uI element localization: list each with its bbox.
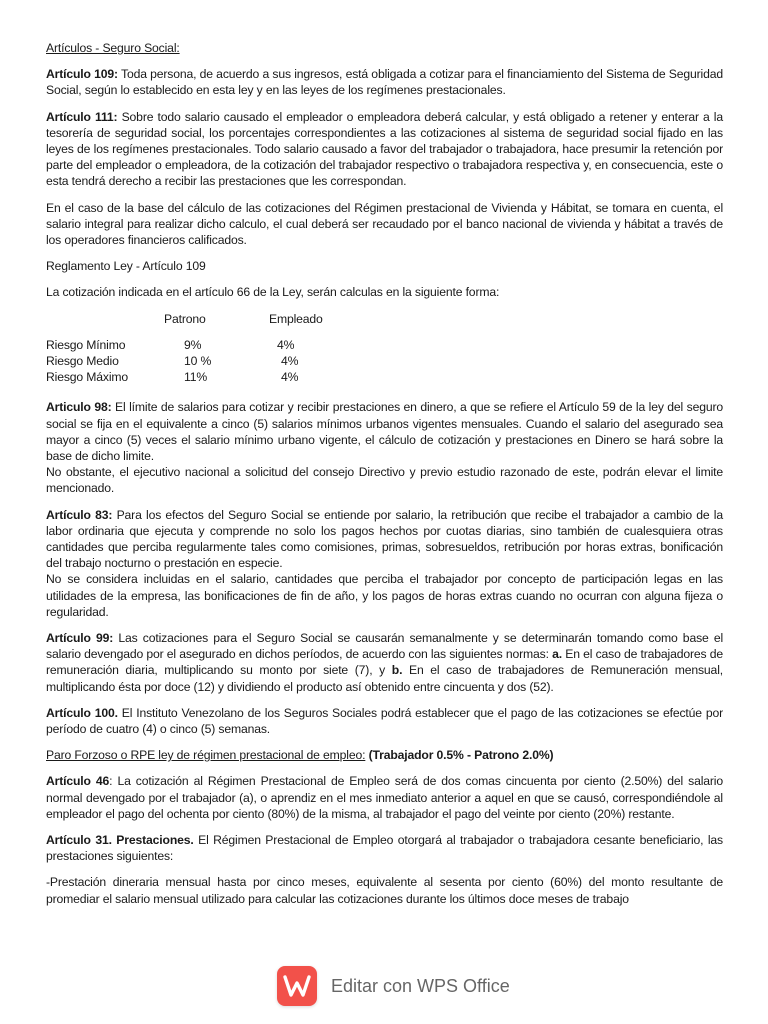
- article-label: Artículo 100.: [46, 705, 118, 720]
- row-label: Riesgo Mínimo: [46, 337, 126, 352]
- row-empleado: 4%: [281, 354, 299, 369]
- article-99: [46, 630, 723, 695]
- article-98: [46, 399, 723, 464]
- article-text: En el caso de trabajadores de Remuneración mensual, multiplicando ésta por doce (12) y dividiendo el producto así obtenido entre cincuenta y dos (52).: [46, 663, 723, 694]
- paro-forzoso-heading: [46, 747, 723, 763]
- article-label: Artículo 111:: [46, 109, 118, 124]
- article-text: El límite de salarios para cotizar y recibir prestaciones en dinero, a que se refiere el Artículo 59 de la ley del seguro social se fija en el equivalente a cinco (5) salarios mínimos urbanos vigentes mensuales. Cuando el salario del asegurado sea mayor a cinco (5) veces el salario mínimo urbano vigente, el cálculo de cotización y prestaciones en Dinero se hará sobre la base de dicho limite.: [46, 400, 723, 463]
- article-text: El Instituto Venezolano de los Seguros Sociales podrá establecer que el pago de las cotizaciones se efectúe por período de cuatro (4) o cinco (5) semanas.: [46, 705, 723, 737]
- row-label: Riesgo Medio: [46, 354, 119, 369]
- article-98-cont: No obstante, el ejecutivo nacional a solicitud del consejo Directivo y previo estudio razonado de este, podrán elevar el limite mencionado.: [46, 465, 723, 496]
- paro-rates: (Trabajador 0.5% - Patrono 2.0%): [365, 748, 554, 763]
- article-label: Artículo 31. Prestaciones.: [46, 833, 194, 848]
- col-patrono: Patrono: [164, 311, 206, 326]
- table-row: [46, 337, 723, 353]
- norm-b-marker: b.: [391, 663, 403, 678]
- article-31: [46, 832, 723, 864]
- article-label: Artículo 99:: [46, 631, 114, 646]
- row-patrono: 9%: [184, 337, 202, 352]
- rates-table: [46, 311, 723, 386]
- row-patrono: 10 %: [184, 354, 212, 369]
- article-label: Artículo 83:: [46, 507, 113, 522]
- section-heading: Artículos - Seguro Social:: [46, 41, 180, 55]
- article-label: Articulo 98:: [46, 400, 112, 415]
- wps-logo-icon: [277, 966, 317, 1006]
- article-83-cont: No se considera incluidas en el salario, cantidades que perciba el trabajador por concepto de participación legas en las utilidades de la empresa, las bonificaciones de fin de año, y los pagos de horas extras cuando no ocurran con alguna fijeza o regularidad.: [46, 572, 723, 619]
- article-text: El Régimen Prestacional de Empleo otorgará al trabajador o trabajadora cesante beneficiario, las prestaciones siguientes:: [46, 833, 723, 864]
- article-label: Artículo 46: [46, 774, 110, 789]
- table-row: [46, 369, 723, 385]
- vivienda-paragraph: En el caso de la base del cálculo de las cotizaciones del Régimen prestacional de Vivienda y Hábitat, se tomara en cuenta, el salario integral para realizar dicho calculo, el cual deberá ser recaudado por el banco nacional de vivienda y hábitat a través de los operadores financieros calificados.: [46, 200, 723, 248]
- article-text: Toda persona, de acuerdo a sus ingresos, está obligada a cotizar para el financiamiento del Sistema de Seguridad Social, según lo establecido en esta ley y en las leyes de los regímenes prestacionales.: [46, 67, 723, 98]
- rates-table-header: [46, 311, 723, 327]
- cotizacion-intro: La cotización indicada en el artículo 66 de la Ley, serán calculas en la siguiente forma:: [46, 285, 500, 300]
- article-label: Artículo 109:: [46, 67, 118, 82]
- row-empleado: 4%: [281, 370, 299, 385]
- col-empleado: Empleado: [269, 311, 323, 326]
- article-text: En el caso de trabajadores de remuneración diaria, multiplicando su monto por siete (7), y: [46, 647, 723, 678]
- article-111: [46, 109, 723, 190]
- norm-a-marker: a.: [552, 647, 562, 662]
- row-patrono: 11%: [184, 370, 208, 385]
- article-text: Sobre todo salario causado el empleador o empleadora deberá calcular, y está obligado a retener y enterar a la tesorería de seguridad social, los porcentajes correspondientes a las cotizaciones al sistema de seguridad social fijado en las leyes de los regímenes prestacionales. Todo salario causado a favor del trabajador o trabajadora, hace presumir la retención por parte del empleador o empleadora, de la cotización del trabajador respectivo o trabajadora respectiva y, en consecuencia, este o esta tendrá derecho a recibir las prestaciones que les correspondan.: [46, 109, 723, 189]
- prestacion-item: -Prestación dineraria mensual hasta por cinco meses, equivalente al sesenta por ciento (60%) del monto resultante de promediar el salario mensual utilizado para calcular las cotizaciones durante los últimos doce meses de trabajo: [46, 875, 723, 906]
- wps-label: Editar con WPS Office: [331, 975, 510, 996]
- table-row: [46, 353, 723, 369]
- article-text: : La cotización al Régimen Prestacional de Empleo será de dos comas cincuenta por ciento (2.50%) del salario normal devengado por el trabajador (a), o aprendiz en el mes inmediato anterior a aquel en que se causó, correspondiéndole al empleador el pago del ochenta por ciento (80%) de la misma, al trabajador el pago del veinte por ciento (20%) restante.: [46, 774, 723, 821]
- article-109: [46, 66, 723, 98]
- article-46: [46, 773, 723, 822]
- article-100: [46, 705, 723, 737]
- article-text: Las cotizaciones para el Seguro Social se causarán semanalmente y se determinarán tomando como base el salario devengado por el asegurado en dichos períodos, de acuerdo con las siguientes normas:: [46, 631, 724, 662]
- reglamento-heading: Reglamento Ley - Artículo 109: [46, 259, 206, 274]
- row-empleado: 4%: [277, 337, 295, 352]
- wps-edit-button[interactable]: [277, 966, 510, 1006]
- article-text: Para los efectos del Seguro Social se entiende por salario, la retribución que recibe el trabajador a cambio de la labor ordinaria que ejecuta y comprende no solo los pagos hechos por cuotas diarias, sino también de cualesquiera otras cantidades que perciba regularmente tales como comisiones, primas, sobresueldos, retribución por horas extras, bonificación del trabajo nocturno o prestación en especie.: [46, 507, 723, 571]
- document-page: [46, 40, 723, 907]
- paro-title: Paro Forzoso o RPE ley de régimen prestacional de empleo:: [46, 748, 366, 763]
- row-label: Riesgo Máximo: [46, 370, 129, 385]
- article-83: [46, 507, 723, 572]
